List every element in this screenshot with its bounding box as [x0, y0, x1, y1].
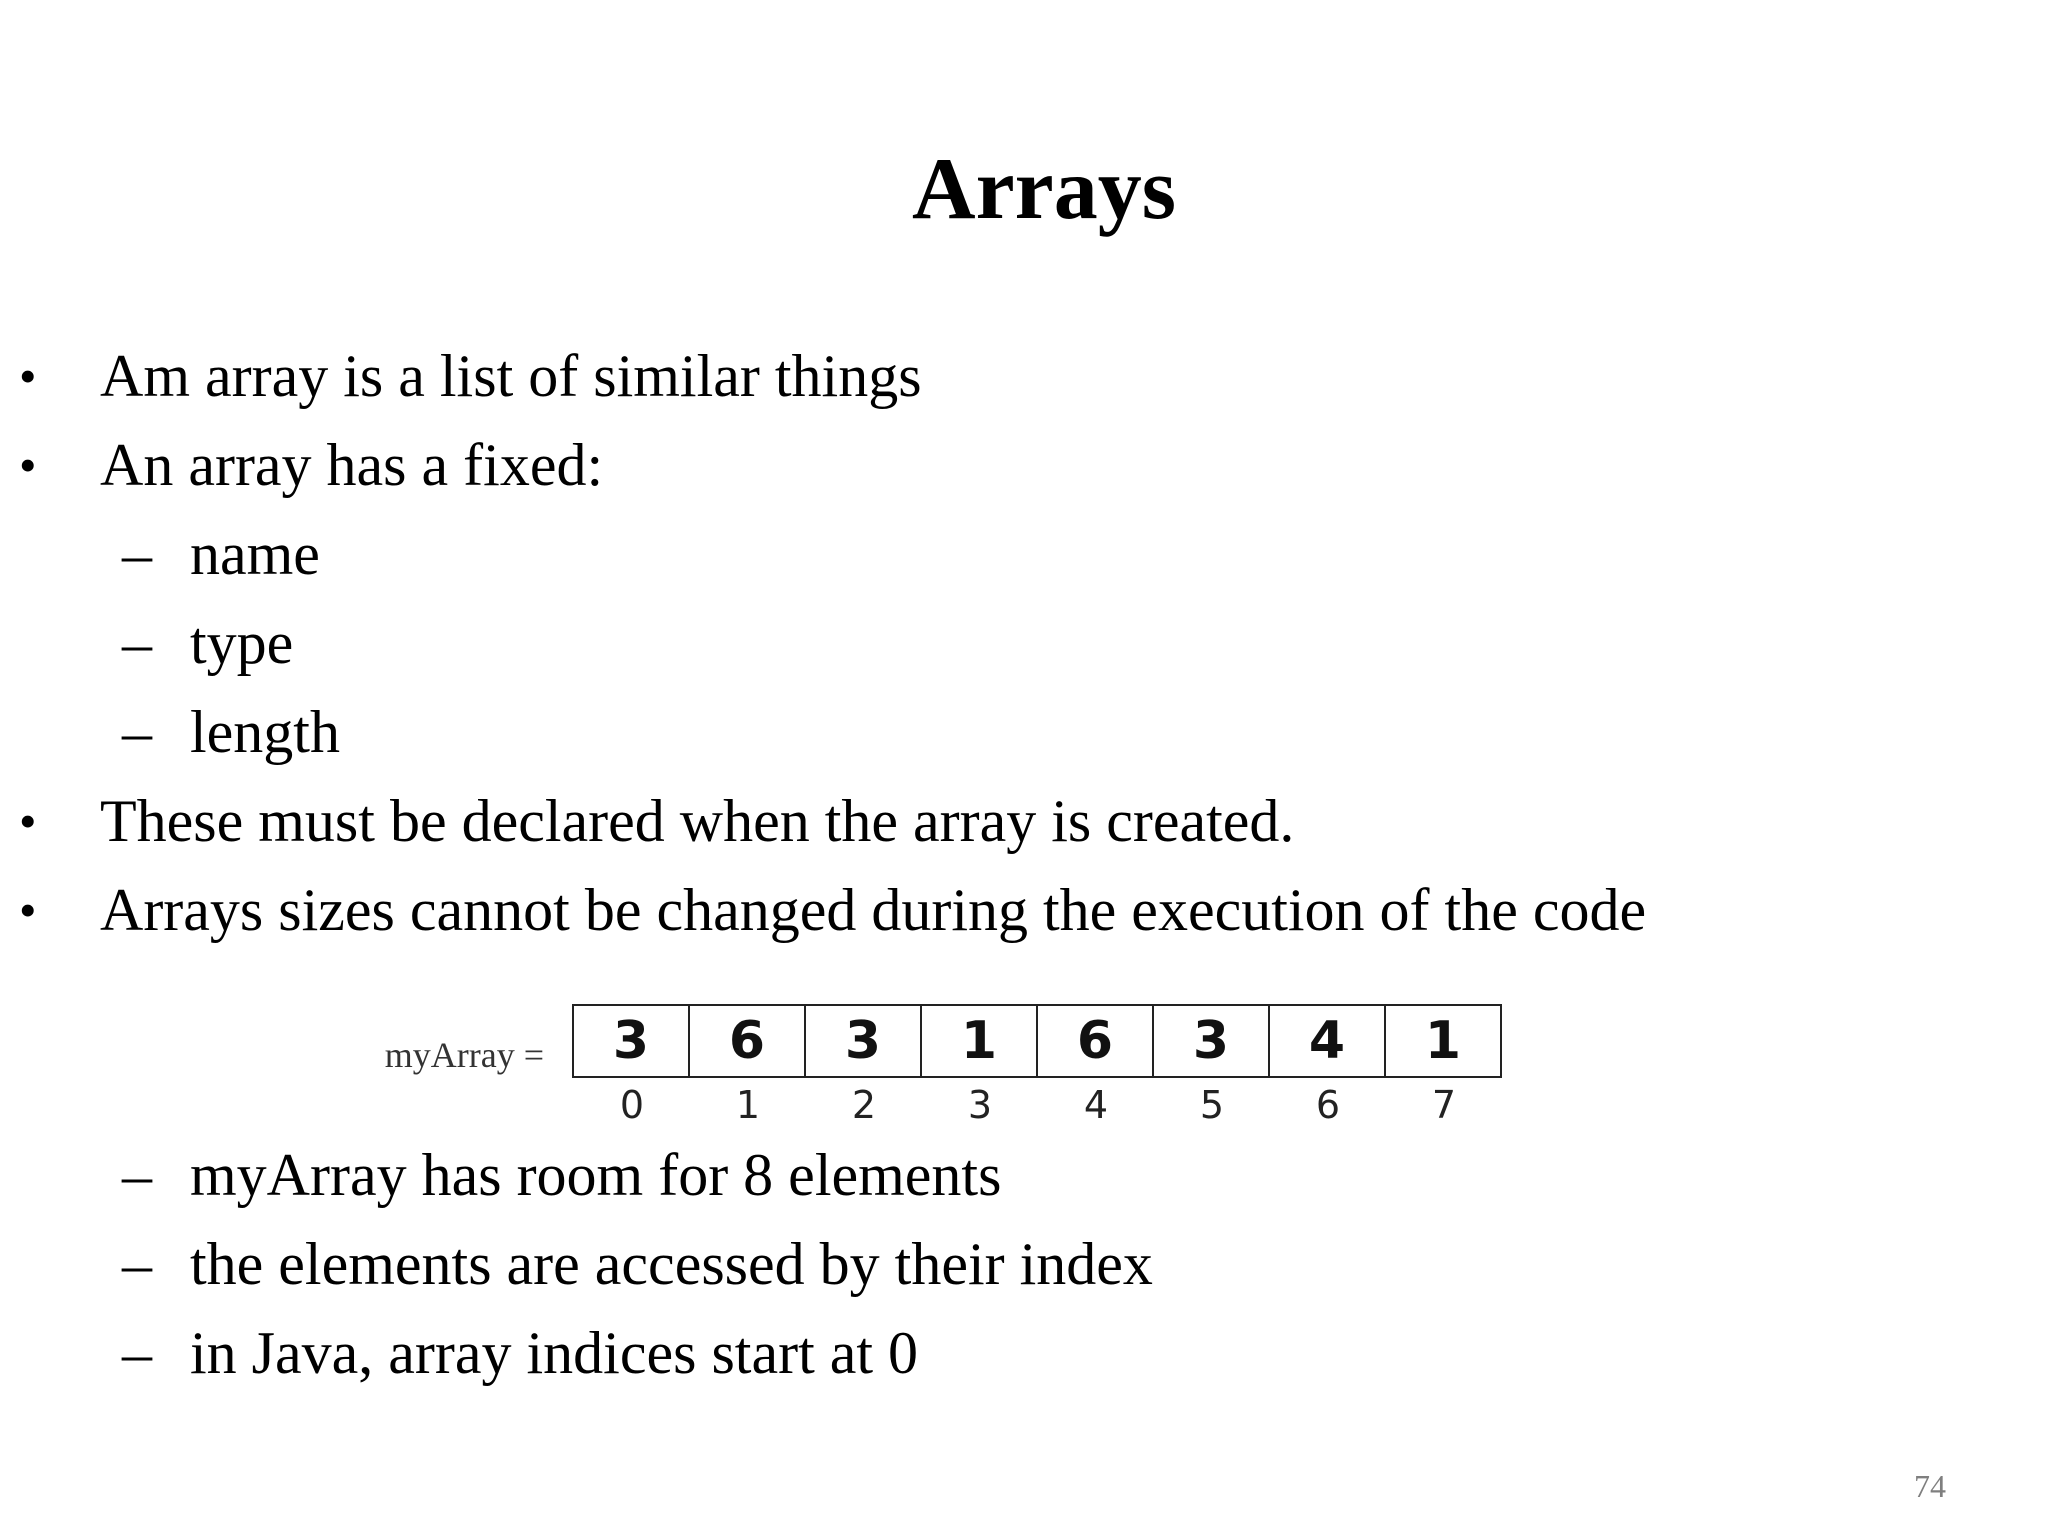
array-index: 7: [1431, 1083, 1457, 1127]
sub-bullet-item: [122, 607, 294, 679]
bullet-marker: •: [19, 437, 37, 493]
bullet-item: [19, 429, 604, 501]
sub-bullet-item: [122, 1317, 919, 1389]
bullet-item: [19, 785, 1295, 857]
dash-marker: –: [122, 699, 152, 765]
array-index: 4: [1083, 1083, 1109, 1127]
bullet-marker: •: [19, 882, 37, 938]
bullet-item: [19, 340, 922, 412]
array-cell: 6: [690, 1006, 806, 1076]
array-index: 3: [967, 1083, 993, 1127]
dash-marker: –: [122, 521, 152, 587]
array-index: 1: [735, 1083, 761, 1127]
array-index: 0: [619, 1083, 645, 1127]
array-diagram: [340, 1000, 1520, 1140]
array-cell: 3: [574, 1006, 690, 1076]
bullet-text: An array has a fixed:: [100, 432, 604, 498]
sub-bullet-item: [122, 696, 340, 768]
array-index: 6: [1315, 1083, 1341, 1127]
sub-bullet-text: type: [190, 610, 294, 676]
dash-marker: –: [122, 1320, 152, 1386]
sub-bullet-text: in Java, array indices start at 0: [190, 1320, 919, 1386]
sub-bullet-text: myArray has room for 8 elements: [190, 1142, 1002, 1208]
bullet-text: Arrays sizes cannot be changed during the execution of the code: [100, 877, 1647, 943]
bullet-text: These must be declared when the array is created.: [100, 788, 1295, 854]
bullet-item: [19, 874, 1647, 946]
dash-marker: –: [122, 1231, 152, 1297]
sub-bullet-item: [122, 518, 320, 590]
bullet-marker: •: [19, 348, 37, 404]
bullet-marker: •: [19, 793, 37, 849]
array-name-label: myArray =: [384, 1035, 544, 1075]
page-number: 74: [1914, 1468, 1946, 1504]
sub-bullet-text: name: [190, 521, 320, 587]
array-cell: 1: [1424, 1011, 1462, 1071]
dash-marker: –: [122, 1142, 152, 1208]
array-cell: 3: [806, 1006, 922, 1076]
dash-marker: –: [122, 610, 152, 676]
array-cell: 1: [922, 1006, 1038, 1076]
array-cells: [572, 1004, 1502, 1078]
sub-bullet-item: [122, 1139, 1002, 1211]
array-index: 2: [851, 1083, 877, 1127]
array-cell: 4: [1270, 1006, 1386, 1076]
sub-bullet-text: the elements are accessed by their index: [190, 1231, 1153, 1297]
array-indices: [574, 1080, 1502, 1130]
array-index: 5: [1199, 1083, 1225, 1127]
sub-bullet-item: [122, 1228, 1153, 1300]
array-cell: 6: [1038, 1006, 1154, 1076]
bullet-text: Am array is a list of similar things: [100, 343, 922, 409]
slide-title: Arrays: [912, 141, 1176, 238]
array-cell: 3: [1154, 1006, 1270, 1076]
sub-bullet-text: length: [190, 699, 340, 765]
